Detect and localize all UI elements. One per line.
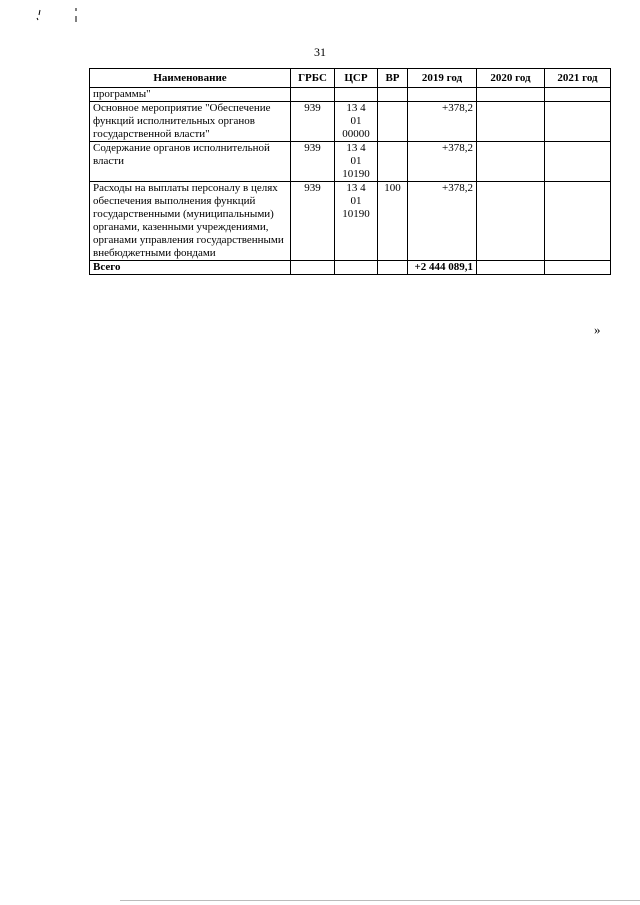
cell-2021	[545, 88, 611, 102]
cell-csr	[335, 261, 378, 275]
cell-2020	[477, 261, 545, 275]
cell-2021	[545, 261, 611, 275]
csr-part: 10190	[342, 208, 370, 220]
cell-name: программы"	[90, 88, 291, 102]
cell-grbs: 939	[291, 182, 335, 261]
cell-2020	[477, 142, 545, 182]
budget-table	[89, 68, 611, 275]
table-row	[90, 182, 611, 261]
header-name: Наименование	[90, 69, 291, 88]
cell-vr	[378, 261, 408, 275]
header-2020: 2020 год	[477, 69, 545, 88]
header-vr: ВР	[378, 69, 408, 88]
cell-name: Расходы на выплаты персоналу в целях обеспечения выполнения функций государственными (муниципальными) органами, казенными учреждениями, органами управления государственными внебюджетными фондами	[90, 182, 291, 261]
cell-csr	[335, 142, 378, 182]
cell-grbs: 939	[291, 102, 335, 142]
csr-part: 13 4	[346, 102, 366, 114]
cell-2021	[545, 102, 611, 142]
cell-2020	[477, 102, 545, 142]
cell-2020	[477, 182, 545, 261]
cell-2019	[408, 88, 477, 102]
scan-artifact-marks	[34, 6, 94, 26]
cell-2019: +378,2	[408, 102, 477, 142]
cell-vr: 100	[378, 182, 408, 261]
csr-part: 01	[350, 155, 362, 167]
cell-2019: +378,2	[408, 182, 477, 261]
cell-csr	[335, 88, 378, 102]
cell-csr	[335, 182, 378, 261]
csr-part: 13 4	[346, 142, 366, 154]
cell-2020	[477, 88, 545, 102]
cell-csr	[335, 102, 378, 142]
cell-2021	[545, 182, 611, 261]
cell-2019: +378,2	[408, 142, 477, 182]
table-row	[90, 102, 611, 142]
cell-grbs	[291, 261, 335, 275]
cell-grbs	[291, 88, 335, 102]
total-row	[90, 261, 611, 275]
page-number: 31	[314, 45, 326, 59]
header-2021: 2021 год	[545, 69, 611, 88]
table-row	[90, 142, 611, 182]
csr-part: 01	[350, 195, 362, 207]
scan-bottom-edge	[120, 900, 640, 901]
header-csr: ЦСР	[335, 69, 378, 88]
csr-part: 10190	[342, 168, 370, 180]
table-header-row	[90, 69, 611, 88]
continuation-mark: »	[594, 322, 601, 337]
cell-2021	[545, 142, 611, 182]
csr-part: 00000	[342, 128, 370, 140]
total-label: Всего	[90, 261, 291, 275]
cell-vr	[378, 142, 408, 182]
csr-part: 01	[350, 115, 362, 127]
csr-part: 13 4	[346, 182, 366, 194]
cell-name: Основное мероприятие "Обеспечение функций исполнительных органов государственной власти"	[90, 102, 291, 142]
cell-vr	[378, 88, 408, 102]
header-2019: 2019 год	[408, 69, 477, 88]
table-row	[90, 88, 611, 102]
cell-name: Содержание органов исполнительной власти	[90, 142, 291, 182]
cell-grbs: 939	[291, 142, 335, 182]
header-grbs: ГРБС	[291, 69, 335, 88]
total-2019: +2 444 089,1	[408, 261, 477, 275]
cell-vr	[378, 102, 408, 142]
